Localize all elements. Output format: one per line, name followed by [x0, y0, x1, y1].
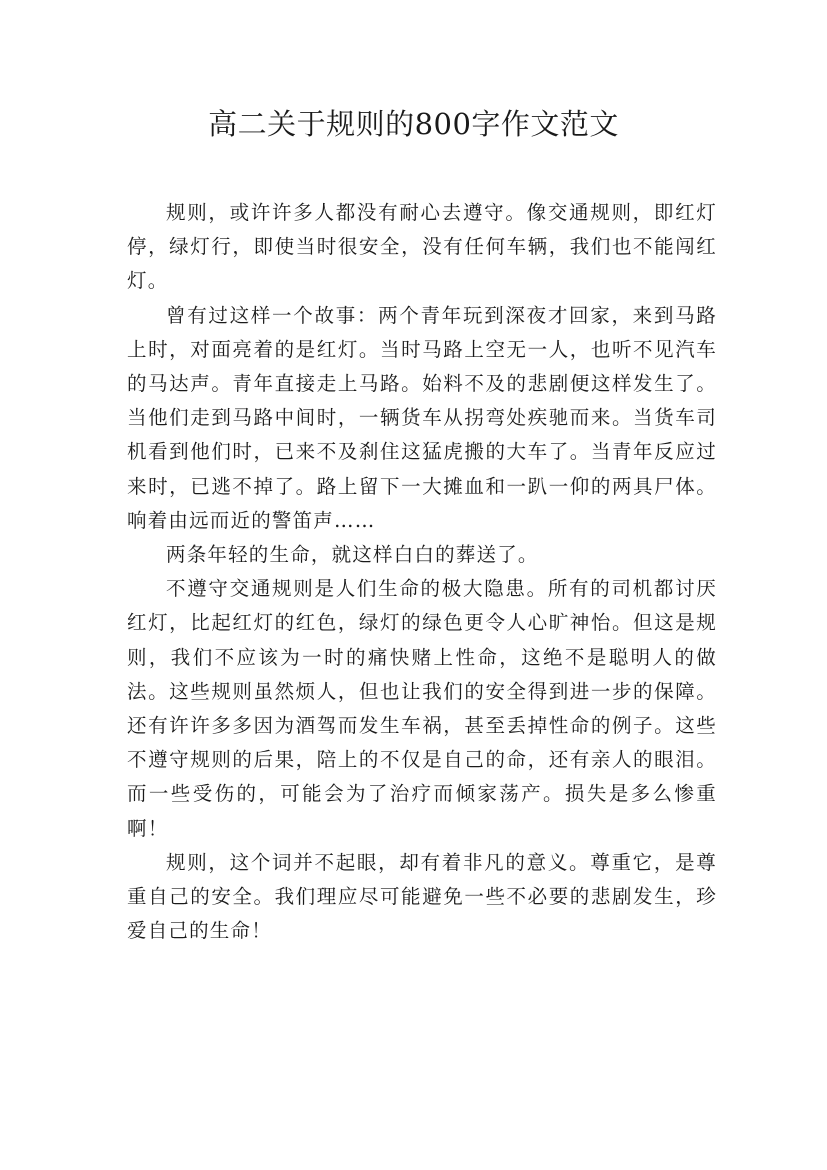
paragraph-5: 规则，这个词并不起眼，却有着非凡的意义。尊重它，是尊重自己的安全。我们理应尽可能避免一些不必要的悲剧发生，珍爱自己的生命！ — [127, 850, 717, 943]
document-title: 高二关于规则的800字作文范文 — [208, 107, 619, 141]
paragraph-2: 曾有过这样一个故事：两个青年玩到深夜才回家，来到马路上时，对面亮着的是红灯。当时马路上空无一人，也听不见汽车的马达声。青年直接走上马路。始料不及的悲剧便这样发生了。当他们走到马路中间时，一辆货车从拐弯处疾驰而来。当货车司机看到他们时，已来不及刹住这猛虎搬的大车了。当青年反应过来时，已逃不掉了。路上留下一大摊血和一趴一仰的两具尸体。响着由远而近的警笛声…… — [127, 303, 717, 532]
paragraph-4: 不遵守交通规则是人们生命的极大隐患。所有的司机都讨厌红灯，比起红灯的红色，绿灯的绿色更令人心旷神怡。但这是规则，我们不应该为一时的痛快赌上性命，这绝不是聪明人的做法。这些规则虽然烦人，但也让我们的安全得到进一步的保障。还有许许多多因为酒驾而发生车祸，甚至丢掉性命的例子。这些不遵守规则的后果，陪上的不仅是自己的命，还有亲人的眼泪。而一些受伤的，可能会为了治疗而倾家荡产。损失是多么惨重啊！ — [127, 577, 717, 840]
document-body — [127, 196, 717, 948]
paragraph-3: 两条年轻的生命，就这样白白的葬送了。 — [166, 543, 539, 567]
paragraph-1: 规则，或许许多人都没有耐心去遵守。像交通规则，即红灯停，绿灯行，即使当时很安全，没有任何车辆，我们也不能闯红灯。 — [127, 201, 717, 293]
